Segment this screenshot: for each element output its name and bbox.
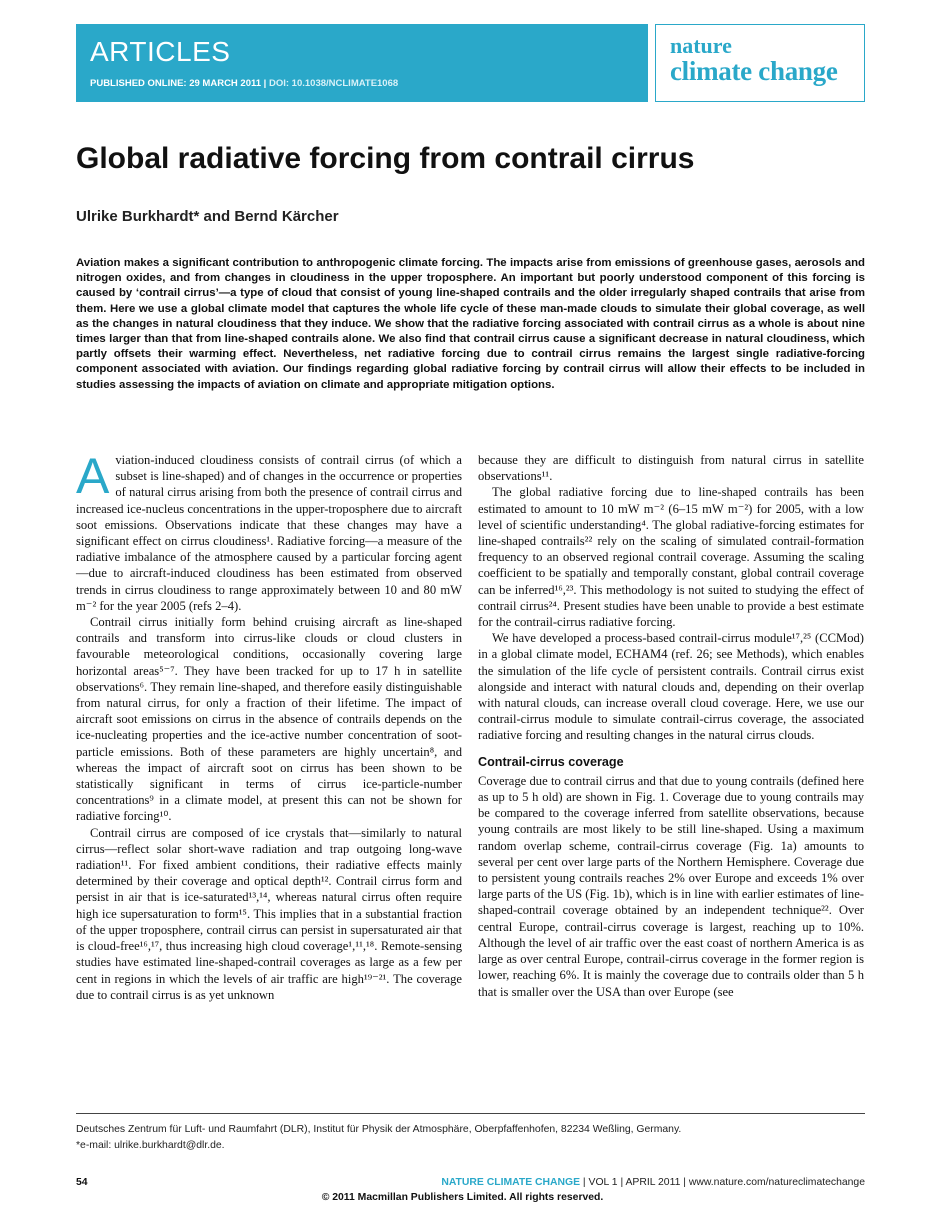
journal-logo-line2: climate change bbox=[670, 56, 838, 86]
author-list: Ulrike Burkhardt* and Bernd Kärcher bbox=[76, 208, 339, 225]
body-paragraph-text: viation-induced cloudiness consists of contrail cirrus (of which a subset is line-shaped) and of changes in the occurrence or properties of natural cirrus arising from both the presence of contrail cirrus and increased ice-nucleus concentrations in the upper-troposphere due to aircraft soot emissions. Observations indicate that these changes may have a significant effect on cirrus cloudiness¹. Radiative forcing—a measure of the radiative imbalance of the atmosphere caused by a particular forcing agent—due to aircraft-induced cloudiness has been estimated from observed trends in cirrus cloudiness to range approximately between 10 and 80 mW m⁻² for the year 2005 (refs 2–4). bbox=[76, 453, 462, 613]
doi-link[interactable]: DOI: 10.1038/NCLIMATE1068 bbox=[268, 78, 399, 89]
footer-journal-details: | VOL 1 | APRIL 2011 | www.nature.com/natureclimatechange bbox=[580, 1177, 865, 1188]
body-paragraph bbox=[76, 448, 462, 614]
body-paragraph: because they are difficult to distinguish from natural cirrus in satellite observations¹¹. bbox=[478, 453, 864, 484]
dropcap: A bbox=[76, 448, 110, 504]
article-title: Global radiative forcing from contrail cirrus bbox=[76, 142, 695, 175]
body-column-right bbox=[478, 452, 864, 1000]
body-column-left bbox=[76, 448, 462, 1003]
pub-separator: | bbox=[261, 78, 269, 89]
section-heading: Contrail-cirrus coverage bbox=[478, 754, 624, 769]
footer-journal-info bbox=[441, 1177, 865, 1188]
abstract: Aviation makes a significant contribution to anthropogenic climate forcing. The impacts arise from emissions of greenhouse gases, aerosols and nitrogen oxides, and from changes in cloudiness in the upper troposphere. An important but poorly understood component of this forcing is caused by ‘contrail cirrus’—a type of cloud that consist of young line-shaped contrails and the older irregularly shaped contrails that arise from them. Here we use a global climate model that captures the whole life cycle of these man-made clouds to simulate their global coverage, as well as the changes in natural cloudiness that they induce. We show that the radiative forcing associated with contrail cirrus as a whole is about nine times larger than that from line-shaped contrails alone. We also find that contrail cirrus cause a significant decrease in natural cloudiness, which partly offsets their warming effect. Nevertheless, net radiative forcing due to contrail cirrus remains the largest single radiative-forcing component associated with aviation. Our findings regarding global radiative forcing by contrail cirrus will allow their effects to be included in studies assessing the impacts of aviation on climate and appropriate mitigation options. bbox=[76, 257, 865, 391]
publication-line bbox=[90, 78, 398, 89]
footer-journal-name: NATURE CLIMATE CHANGE bbox=[441, 1177, 581, 1188]
page-number: 54 bbox=[76, 1177, 88, 1188]
body-paragraph: We have developed a process-based contrail-cirrus module¹⁷,²⁵ (CCMod) in a global climate model, ECHAM4 (ref. 26; see Methods), which enables the simulation of the life cycle of persistent contrails. Contrail cirrus exist alongside and interact with natural clouds and, depending on their overlap with natural clouds, can increase overall cloud coverage. Here, we use our contrail-cirrus module to simulate contrail-cirrus coverage, the associated radiative forcing and resulting changes in the natural cirrus clouds. bbox=[478, 631, 864, 743]
affiliation: Deutsches Zentrum für Luft- und Raumfahrt (DLR), Institut für Physik der Atmosphäre, Oberpfaffenhofen, 82234 Weßling, Germany. bbox=[76, 1124, 682, 1135]
footer-divider bbox=[76, 1113, 865, 1114]
copyright: © 2011 Macmillan Publishers Limited. All rights reserved. bbox=[321, 1192, 604, 1203]
section-label: ARTICLES bbox=[90, 36, 231, 67]
body-paragraph: Contrail cirrus initially form behind cruising aircraft as line-shaped contrails and transform into cirrus-like clouds or cloud clusters in favourable meteorological conditions, occasionally covering large horizontal areas⁵⁻⁷. They have been tracked for up to 17 h in satellite observations⁶. They remain line-shaped, and therefore easily distinguishable from natural cirrus, for only a fraction of their lifetime. The impact of aircraft soot emissions on cirrus in the absence of contrails depends on the ice-nucleating properties and the ice-active number concentration of soot-particle emissions. Both of these parameters are highly uncertain⁸, and whereas the impact of aircraft soot on cirrus has been shown to be statistically significant in terms of cirrus ice-particle-number concentrations⁹ in a climate model, at present this can not be shown for radiative forcing¹⁰. bbox=[76, 615, 462, 824]
body-paragraph: Contrail cirrus are composed of ice crystals that—similarly to natural cirrus—reflect solar short-wave radiation and trap outgoing long-wave radiation¹¹. For fixed ambient conditions, their radiative effects mainly determined by their coverage and optical depth¹². Contrail cirrus form and persist in air that is ice-saturated¹³,¹⁴, whereas natural cirrus often require high ice supersaturation to form¹⁵. This implies that in a substantial fraction of the upper troposphere, contrail cirrus can persist in supersaturated air that is cloud-free¹⁶,¹⁷, thus increasing high cloud coverage¹,¹¹,¹⁸. Remote-sensing studies have estimated line-shaped-contrail coverages as large as a few per cent in regions in which the levels of air traffic are high¹⁹⁻²¹. The coverage due to contrail cirrus is as yet unknown bbox=[76, 825, 462, 1002]
journal-logo-line1: nature bbox=[670, 33, 732, 58]
body-paragraph: Coverage due to contrail cirrus and that due to young contrails (defined here as up to 5 h old) are shown in Fig. 1. Coverage due to young contrails may be compared to the coverage inferred from satellite observations, because young contrails are most likely to be still line-shaped. Using a maximum random overlap scheme, contrail-cirrus coverage (Fig. 1a) amounts to several per cent over large parts of the Northern Hemisphere. Coverage due to persistent young contrails reaches 2% over Europe and exceeds 1% over large parts of the US (Fig. 1b), which is in line with earlier estimates of line-shaped-contrail coverage obtained by an independent technique²². Over central Europe, contrail-cirrus coverage is largest, reaching up to 10%. Although the level of air traffic over the east coast of northern America is as large as over central Europe, contrail-cirrus coverage in the former region is lower, reaching 6%. It is mainly the coverage due to contrails older than 5 h that is smaller over the USA than over Europe (see bbox=[478, 773, 864, 999]
journal-logo bbox=[655, 24, 865, 102]
corresponding-email[interactable]: *e-mail: ulrike.burkhardt@dlr.de. bbox=[76, 1140, 225, 1151]
published-date: PUBLISHED ONLINE: 29 MARCH 2011 bbox=[90, 78, 262, 89]
body-paragraph: The global radiative forcing due to line-shaped contrails has been estimated to amount to 10 mW m⁻² (6–15 mW m⁻²) for 2005, with a low level of scientific understanding⁴. The global radiative-forcing estimates for line-shaped contrails²² rely on the scaling of simulated contrail-formation frequency to an observed regional contrail coverage. Assuming the scaling coefficient to be spatially and temporally constant, global contrail coverage can be inferred¹⁶,²³. This methodology is not suited to studying the effect of contrail cirrus²⁴. Present studies have been unable to provide a best estimate for the contrail-cirrus radiative forcing. bbox=[478, 485, 864, 630]
